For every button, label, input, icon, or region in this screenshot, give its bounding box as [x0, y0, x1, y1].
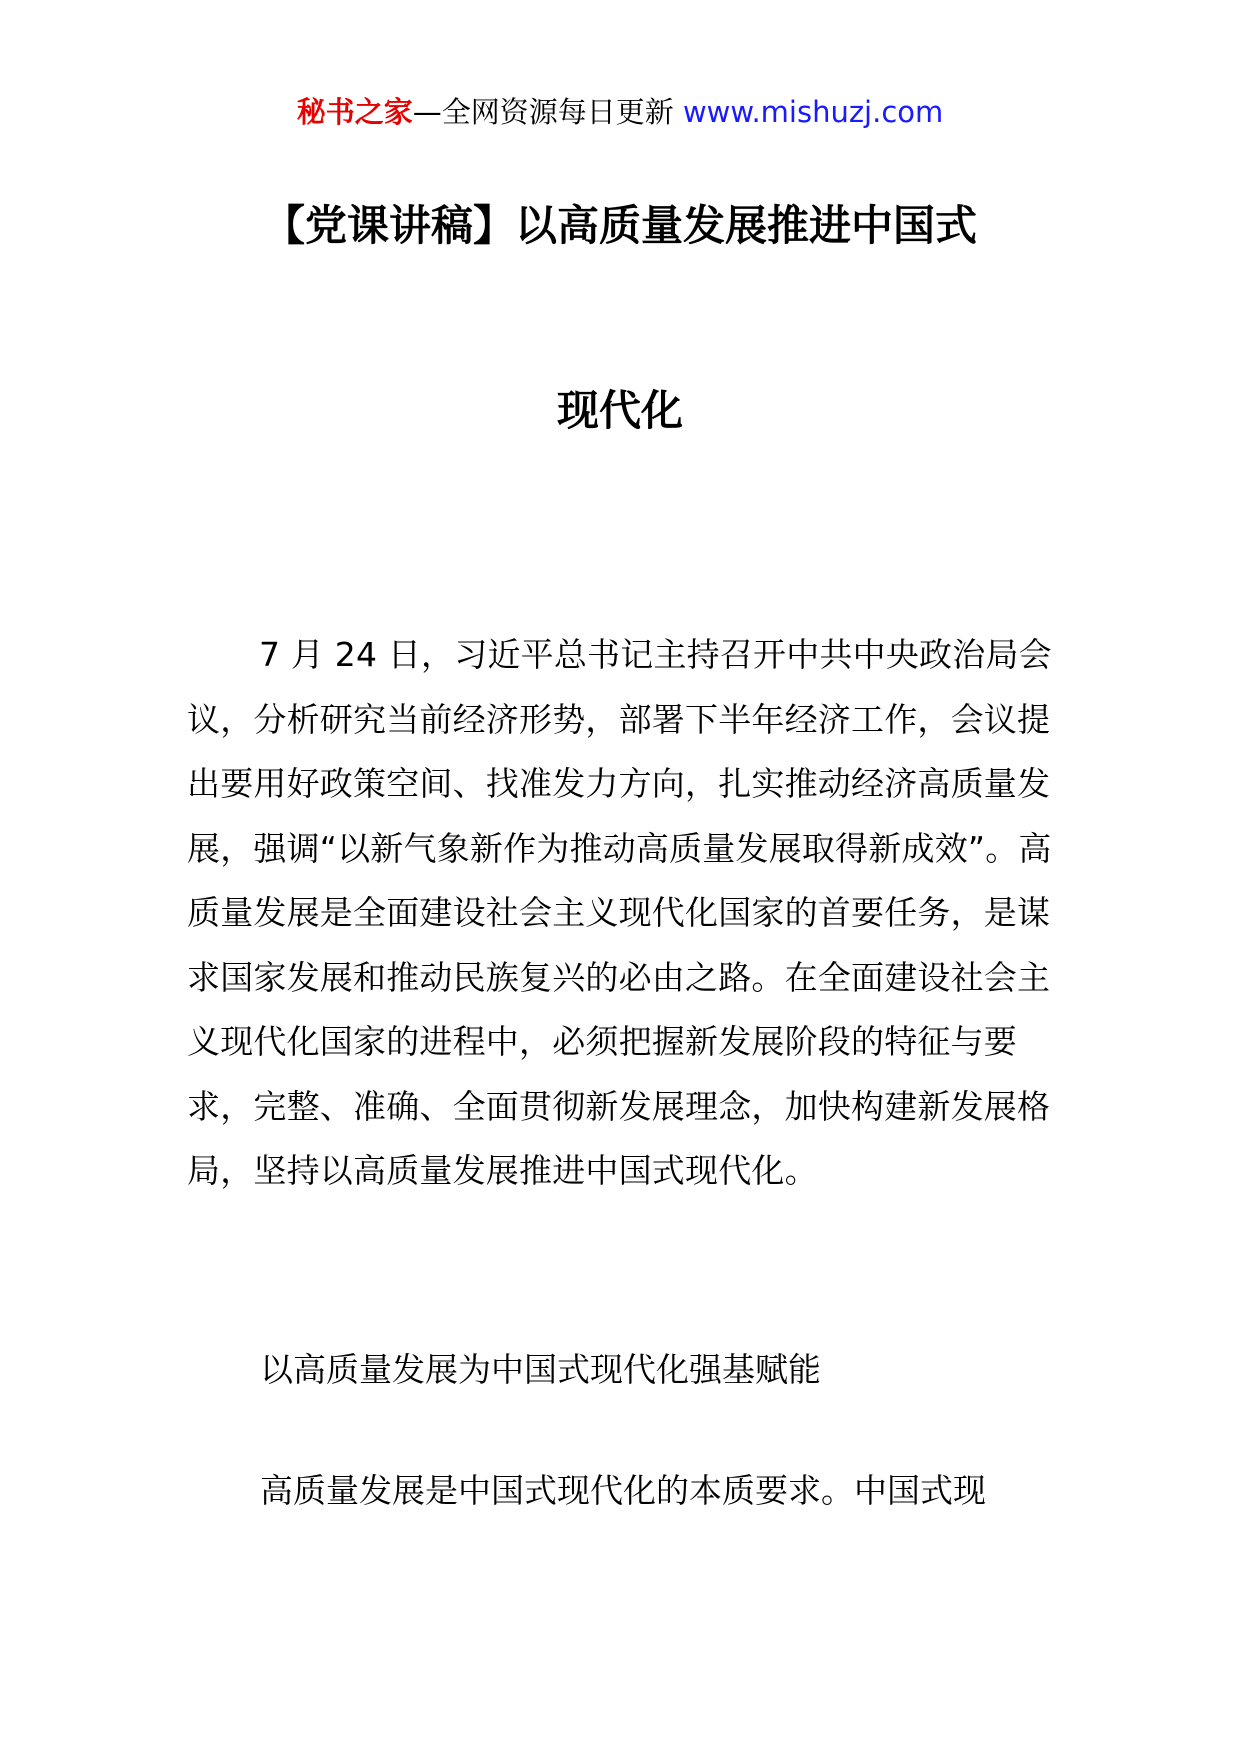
section-subheading: 以高质量发展为中国式现代化强基赋能 — [260, 1350, 821, 1389]
header-tagline: —全网资源每日更新 — [412, 95, 683, 129]
document-title-line-1: 【党课讲稿】以高质量发展推进中国式 — [262, 201, 977, 250]
document-title-line-2: 现代化 — [556, 386, 683, 435]
body-paragraph-1: 7 月 24 日，习近平总书记主持召开中共中央政治局会议，分析研究当前经济形势，部署下半年经济工作，会议提出要用好政策空间、找准发力方向，扎实推动经济高质量发展，强调“以新气象新作为推动高质量发展取得新成效”。高质量发展是全面建设社会主义现代化国家的首要任务，是谋求国家发展和推动民族复兴的必由之路。在全面建设社会主义现代化国家的进程中，必须把握新发展阶段的特征与要求，完整、准确、全面贯彻新发展理念，加快构建新发展格局，坚持以高质量发展推进中国式现代化。 — [187, 635, 1052, 1190]
body-paragraph-2: 高质量发展是中国式现代化的本质要求。中国式现 — [260, 1471, 986, 1510]
brand-name: 秘书之家 — [296, 95, 413, 129]
site-header — [0, 92, 1240, 132]
site-url-link[interactable]: www.mishuzj.com — [682, 95, 944, 129]
